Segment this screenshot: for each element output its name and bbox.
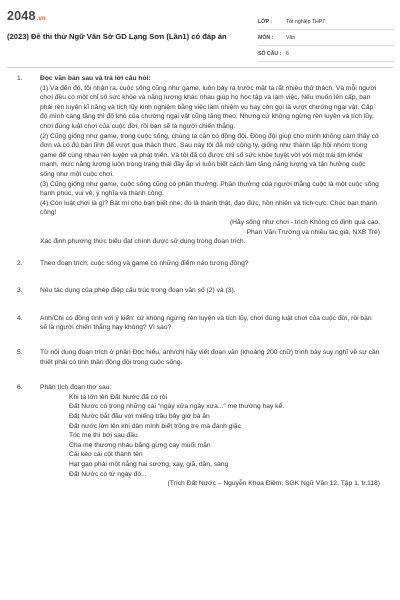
poem-line: Đất Nước bắt đầu với miếng trầu bây giờ bà ăn: [69, 413, 210, 421]
question-number: 5.: [17, 349, 23, 357]
passage-source-line-2: Phan Văn Trường và nhiều tác giả, NXB Trẻ): [246, 228, 380, 236]
poem-line: Tóc mẹ thì bới sau đầu: [69, 432, 138, 440]
meta-value-subject: Văn: [286, 34, 296, 41]
poem-excerpt: [69, 393, 380, 489]
question-intro: Phân tích đoạn thơ sau:: [40, 384, 112, 392]
question-number: 4.: [17, 314, 23, 322]
passage-source-line-1: (Hãy sống như chơi - trích Không có định quá cao,: [229, 218, 380, 226]
question-number: 1.: [17, 75, 23, 82]
question-3: [0, 286, 400, 296]
question-task: Xác định phương thức biểu đạt chính được sử dụng trong đoạn trích.: [40, 238, 246, 246]
question-1: [0, 74, 400, 247]
question-6: [0, 383, 400, 489]
passage-paragraph-1: (1) Và đến đó, tôi nhận ra, cuộc sống cũng như game, luôn bày ra trước mặt ta rất nhiều thử thách. Và mỗi người chơi đều có một chỉ số sức khỏe và năng lượng khác nhau giúp họ học tập và làm việc. Nếu muốn lên cấp, bạn phải rèn luyện kĩ năng và tích lũy kinh nghiệm bằng việc làm nhiệm vụ hay còn gọi là vượt chướng ngại vật. Cấp độ mình càng tăng thì độ khó của chướng ngại vật cũng tăng theo. Nhưng cứ không ngừng rèn luyện và tích lũy, chơi đúng luật chơi của cuộc đời, rồi bạn sẽ là người chiến thắng.: [40, 84, 377, 130]
page-header: [0, 0, 400, 60]
question-5: [0, 348, 400, 367]
meta-value-grade: Tốt nghiệp THPT: [286, 18, 326, 25]
question-number: 2.: [17, 259, 23, 267]
question-number: 6.: [17, 384, 23, 392]
meta-label-grade: LỚP :: [258, 18, 273, 25]
exam-title: (2023) Đề thi thử Ngữ Văn Sở GD Lạng Sơn (Lần1) có đáp án: [7, 32, 227, 41]
exam-meta-table: [258, 14, 394, 62]
question-4: [0, 314, 400, 333]
poem-line: Đất nước lớn lên khi dân mình biết trồng tre mà đánh giặc: [69, 422, 241, 430]
question-2: [0, 259, 400, 269]
meta-value-question-count: 6: [286, 50, 289, 57]
question-text: Anh/Chị có đồng tình với ý kiến: cứ không ngừng rèn luyện và tích lũy, chơi đúng luật chơi của cuộc đời, rồi bạn sẽ là người chiến thắng hay không? Vì sao?: [40, 314, 372, 332]
poem-line: Đất Nước có từ ngày đó...: [69, 470, 147, 478]
poem-source: (Trích Đất Nước – Nguyễn Khoa Điềm, SGK Ngữ Văn 12, Tập 1, tr.118): [167, 480, 380, 488]
poem-line: Cha mẹ thương nhau bằng gừng cay muối mặn: [69, 441, 211, 449]
poem-line: Cái kèo cái cột thành tên: [69, 451, 143, 459]
meta-row-question-count: [258, 46, 394, 62]
question-text: Từ nội dung đoạn trích ở phần Đọc hiểu, anh/chị hãy viết đoạn văn (khoảng 200 chữ) trình bày suy nghĩ về sự cần thiết phải có tinh thần đồng đội trong cuộc sống.: [40, 349, 380, 366]
passage-paragraph-4: (4) Còn luật chơi là gì? Bật mí cho bạn biết nhé: đó là thành thật, đạo đức, hồn nhiên và tích cực. Chúc bạn thành công!: [40, 199, 378, 217]
question-text: Theo đoạn trích, cuộc sống và game có những điểm nào tương đồng?: [40, 259, 249, 267]
question-list: [0, 74, 400, 489]
site-logo[interactable]: 2048.vn: [7, 9, 46, 23]
meta-label-question-count: SỐ CÂU :: [258, 50, 282, 57]
question-number: 3.: [17, 287, 23, 295]
question-heading: Đọc văn bản sau và trả lời câu hỏi:: [40, 75, 151, 82]
passage-paragraph-2: (2) Cũng giống như game, trong cuộc sống, chúng ta cần có đồng đội. Đồng đội giúp cho mình không cảm thấy cô đơn và có đủ bản lĩnh để vượt qua thách thức. Sau này tôi đã mở công ty, giống như thành lập hội nhóm trong game để cùng nhau rèn luyện và phát triển. Và tôi đã có được chỉ số sức khỏe tuyệt vời với một trái tim khỏe mạnh, mức năng lượng luôn trong trạng thái đầy ắp vì luôn biết cách làm tăng năng lượng và tận hưởng cuộc sống như một cuộc chơi.: [40, 132, 379, 178]
poem-line: Hạt gạo phải một nắng hai sương, xay, giã, dần, sàng: [69, 461, 229, 468]
meta-row-grade: [258, 14, 394, 30]
meta-label-subject: MÔN :: [258, 34, 274, 41]
header-divider: [7, 67, 393, 68]
poem-line: Khi ta lớn lên Đất Nước đã có rồi: [69, 393, 167, 401]
meta-row-subject: [258, 30, 394, 46]
question-text: Nêu tác dụng của phép điệp cấu trúc trong đoạn văn số (2) và (3).: [40, 287, 236, 295]
poem-line: Đất Nước có trong những cái "ngày xửa ngày xưa..." mẹ thường hay kể.: [69, 403, 285, 411]
passage-paragraph-3: (3) Cũng giống như game, cuộc sống cũng có phần thưởng. Phần thưởng của người thắng cuộc là một cuộc sống hạnh phúc, vui vẻ, ý nghĩa và thành công.: [40, 180, 379, 198]
